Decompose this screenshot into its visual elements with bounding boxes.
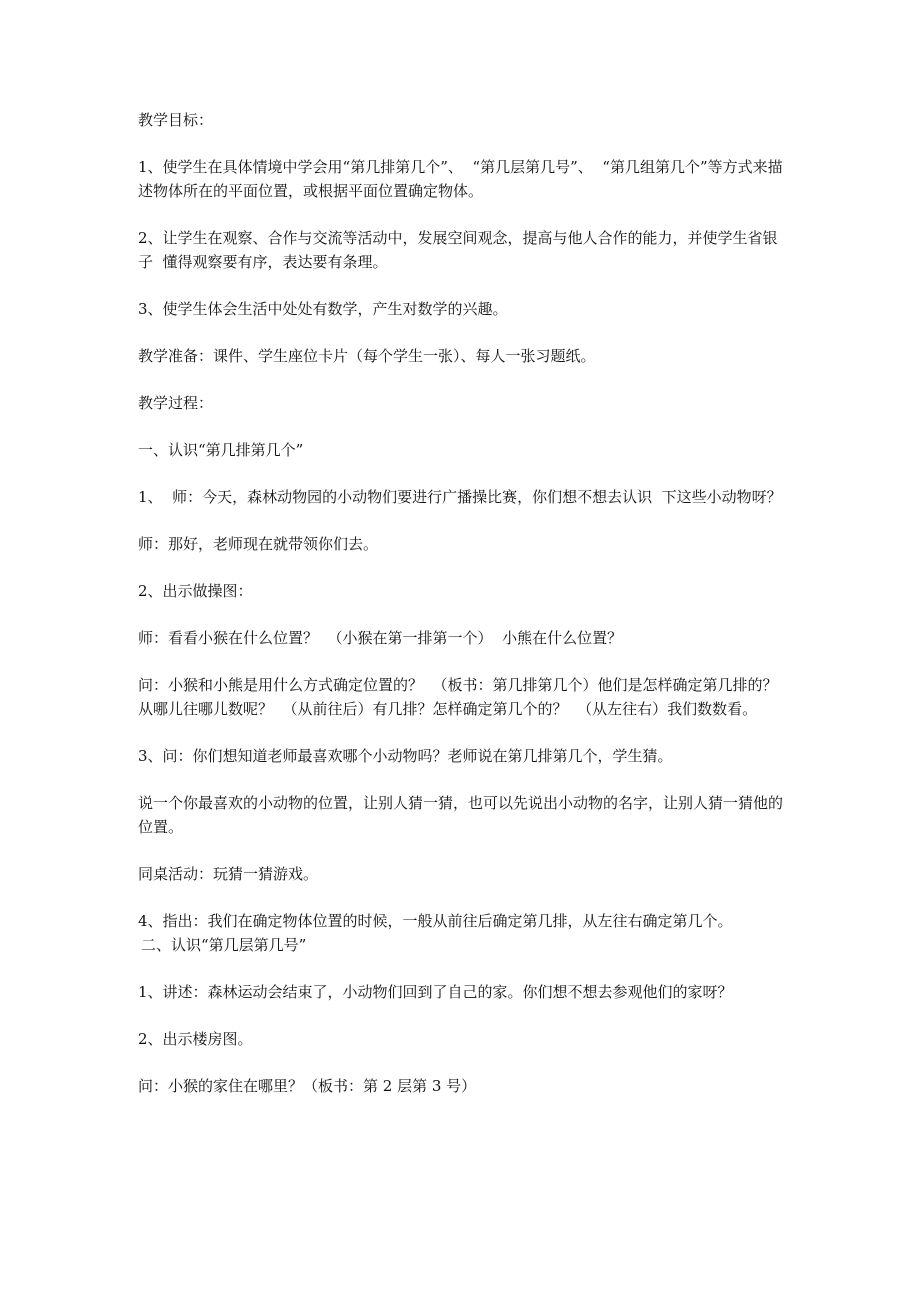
step-2-show-picture: 2、出示做操图： bbox=[138, 582, 253, 600]
section-2-step-1: 1、讲述：森林运动会结束了，小动物们回到了自己的家。你们想不想去参观他们的家呀？ bbox=[138, 983, 733, 1001]
section-2-question: 问：小猴的家住在哪里？（板书：第 2 层第 3 号） bbox=[138, 1077, 477, 1095]
teacher-lead: 师：那好，老师现在就带领你们去。 bbox=[138, 535, 379, 553]
step-3-question: 3、问：你们想知道老师最喜欢哪个小动物吗？老师说在第几排第几个，学生猜。 bbox=[138, 747, 673, 765]
goal-1: 1、使学生在具体情境中学会用“第几排第几个”、 “第几层第几号”、 “第几组第几个”等方式来描述物体所在的平面位置，或根据平面位置确定物体。 bbox=[138, 158, 783, 200]
guess-activity-description: 说一个你最喜欢的小动物的位置，让别人猜一猜，也可以先说出小动物的名字，让别人猜一猜他的位置。 bbox=[138, 794, 784, 836]
desk-mate-activity: 同桌活动：玩猜一猜游戏。 bbox=[138, 865, 319, 883]
step-4-summary: 4、指出：我们在确定物体位置的时候，一般从前往后确定第几排，从左往右确定第几个。 bbox=[138, 912, 733, 930]
goal-2: 2、让学生在观察、合作与交流等活动中，发展空间观念，提高与他人合作的能力，并使学生省银子 懂得观察要有序，表达要有条理。 bbox=[138, 229, 778, 271]
teaching-preparation: 教学准备：课件、学生座位卡片（每个学生一张）、每人一张习题纸。 bbox=[138, 347, 596, 365]
section-2-heading: 二、认识“第几层第几号” bbox=[141, 936, 307, 954]
section-2-step-2: 2、出示楼房图。 bbox=[138, 1030, 253, 1048]
document-page bbox=[138, 108, 788, 1121]
goal-3: 3、使学生体会生活中处处有数学，产生对数学的兴趣。 bbox=[138, 300, 508, 318]
question-method: 问：小猴和小熊是用什么方式确定位置的？ （板书：第几排第几个）他们是怎样确定第几排的？从哪儿往哪儿数呢？ （从前往后）有几排？怎样确定第几个的？ （从左往右）我们数数看。 bbox=[138, 676, 778, 718]
heading-teaching-goals: 教学目标： bbox=[138, 111, 214, 129]
section-1-heading: 一、认识“第几排第几个” bbox=[138, 441, 304, 459]
teacher-question-positions: 师：看看小猴在什么位置？ （小猴在第一排第一个） 小熊在什么位置？ bbox=[138, 629, 623, 647]
step-1-teacher-intro: 1、 师：今天，森林动物园的小动物们要进行广播操比赛，你们想不想去认识 下这些小动物呀？ bbox=[138, 488, 782, 506]
heading-teaching-process: 教学过程： bbox=[138, 394, 214, 412]
